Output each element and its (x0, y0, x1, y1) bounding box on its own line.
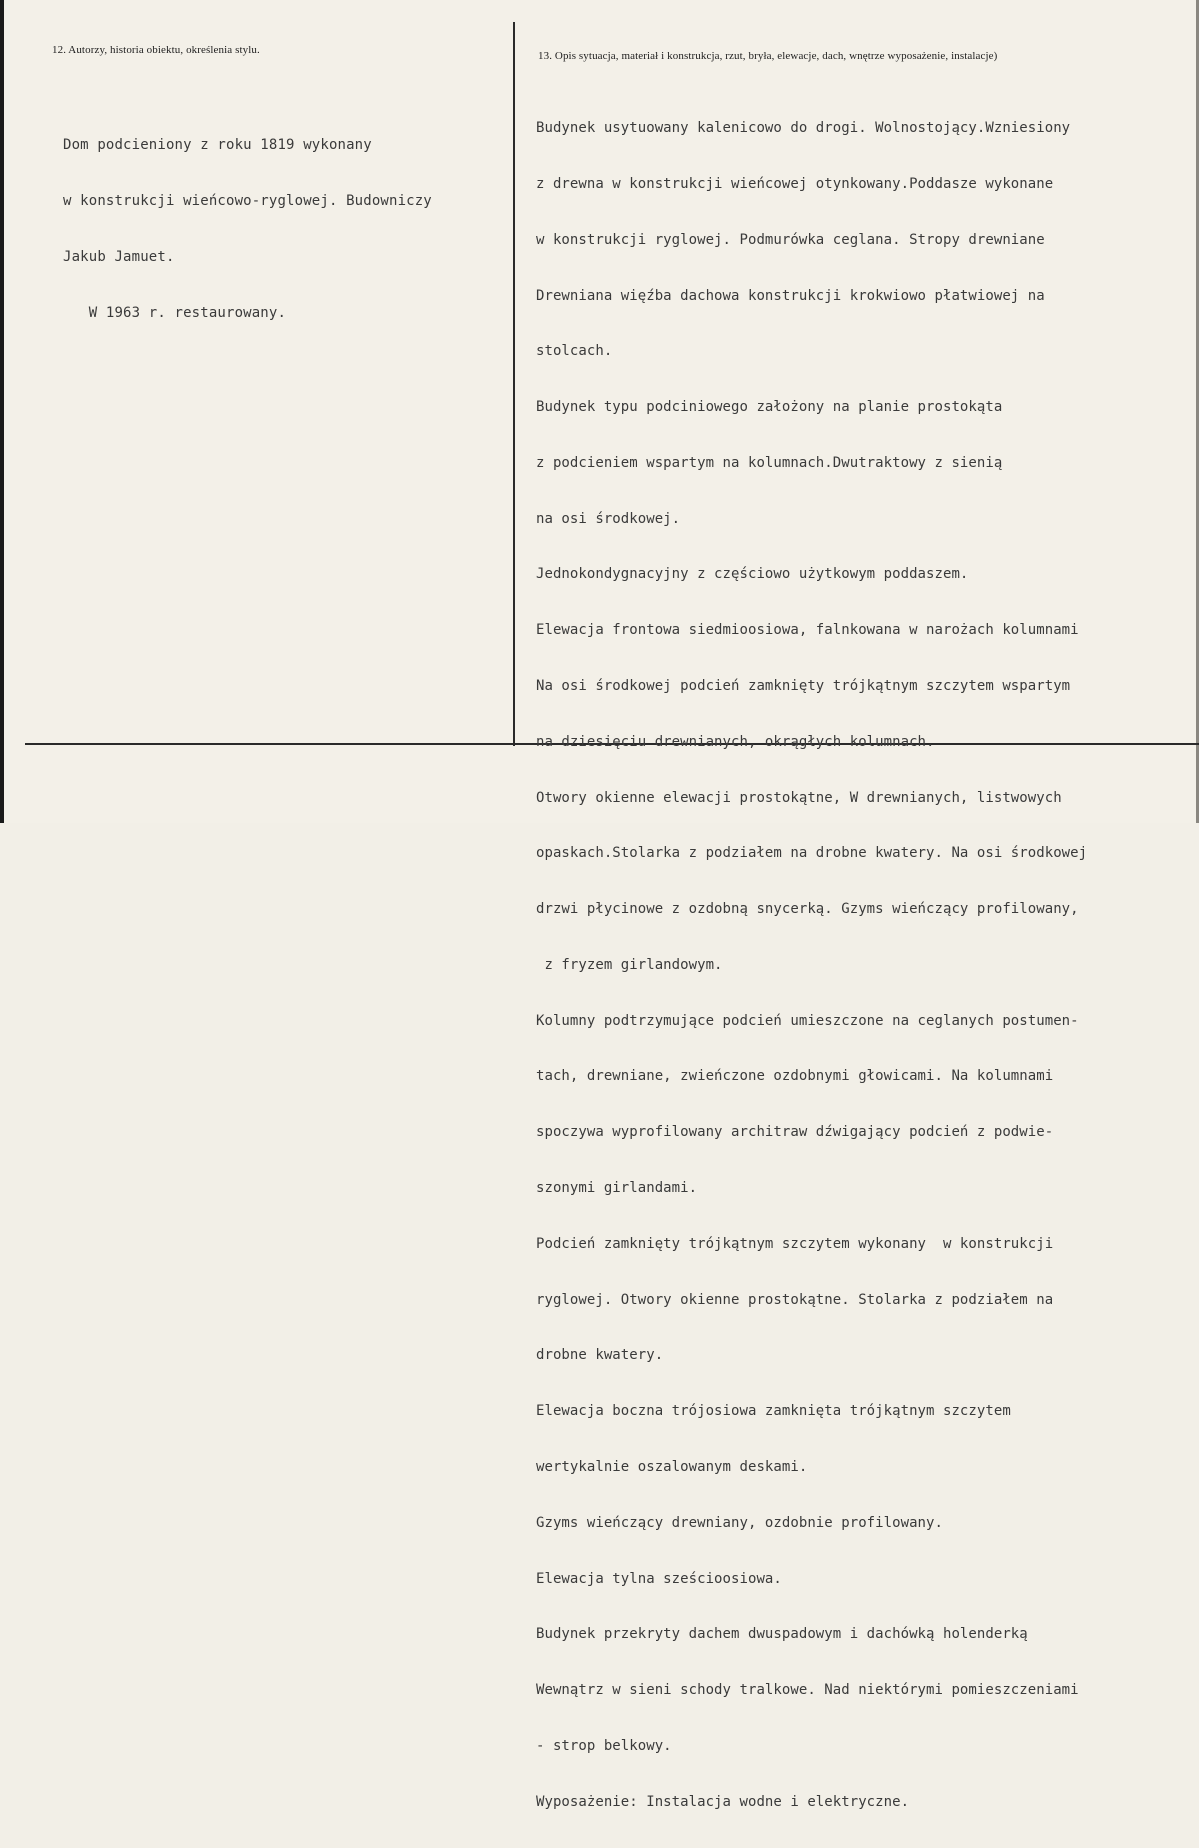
text-line: drzwi płycinowe z ozdobną snycerką. Gzyms wieńczący profilowany, (536, 901, 1079, 918)
text-line: Kolumny podtrzymujące podcień umieszczone na ceglanych postumen- (536, 1012, 1079, 1029)
text-line: Otwory okienne elewacji prostokątne, W drewnianych, listwowych (536, 789, 1062, 806)
text-line: szonymi girlandami. (536, 1180, 698, 1197)
text-line: opaskach.Stolarka z podziałem na drobne kwatery. Na osi środkowej (536, 845, 1088, 862)
text-line: Na osi środkowej podcień zamknięty trójkątnym szczytem wspartym (536, 678, 1071, 694)
section-12-text (63, 99, 432, 359)
text-line: Elewacja boczna trójosiowa zamknięta trójkątnym szczytem (536, 1403, 1011, 1420)
text-line: Budynek przekryty dachem dwuspadowym i dachówką holenderką (536, 1626, 1028, 1643)
section-13-text (536, 82, 1087, 1848)
text-line: Elewacja tylna sześcioosiowa. (536, 1570, 782, 1587)
text-line: na dziesięciu drewnianych, okrągłych kolumnach. (536, 733, 935, 750)
text-line: Drewniana więźba dachowa konstrukcji krokwiowo płatwiowej na (536, 287, 1045, 304)
text-line: Jakub Jamuet. (63, 248, 175, 265)
text-line: z drewna w konstrukcji wieńcowej otynkowany.Poddasze wykonane (536, 175, 1054, 192)
text-line: tach, drewniane, zwieńczone ozdobnymi głowicami. Na kolumnami (536, 1068, 1054, 1085)
text-line: Elewacja frontowa siedmioosiowa, falnkowana w narożach kolumnami (536, 622, 1079, 639)
text-line: ryglowej. Otwory okienne prostokątne. Stolarka z podziałem na (536, 1291, 1054, 1308)
text-line: Dom podcieniony z roku 1819 wykonany (63, 137, 372, 154)
column-divider (513, 22, 515, 746)
text-line: spoczywa wyprofilowany architraw dźwigający podcień z podwie- (536, 1124, 1054, 1141)
text-line: na osi środkowej. (536, 510, 681, 527)
section-12-heading: 12. Autorzy, historia obiektu, określenia stylu. (52, 44, 260, 56)
text-line: w konstrukcji wieńcowo-ryglowej. Budowniczy (63, 192, 432, 209)
text-line: Jednokondygnacyjny z częściowo użytkowym poddaszem. (536, 566, 969, 583)
text-line: Podcień zamknięty trójkątnym szczytem wykonany w konstrukcji (536, 1235, 1054, 1252)
text-line: W 1963 r. restaurowany. (63, 304, 287, 321)
text-line: wertykalnie oszalowanym deskami. (536, 1458, 808, 1475)
text-line: Gzyms wieńczący drewniany, ozdobnie profilowany. (536, 1514, 943, 1531)
text-line: Budynek usytuowany kalenicowo do drogi. Wolnostojący.Wzniesiony (536, 120, 1071, 137)
text-line: z fryzem girlandowym. (536, 956, 723, 973)
text-line: Wyposażenie: Instalacja wodne i elektryczne. (536, 1793, 910, 1810)
text-line: stolcach. (536, 343, 613, 360)
section-13-heading: 13. Opis sytuacja, materiał i konstrukcja, rzut, bryła, elewacje, dach, wnętrze wyposażenie, instalacje) (538, 50, 998, 62)
text-line: Wewnątrz w sieni schody tralkowe. Nad niektórymi pomieszczeniami (536, 1682, 1079, 1699)
left-border (0, 0, 4, 823)
text-line: Budynek typu podciniowego założony na planie prostokąta (536, 399, 1003, 416)
text-line: z podcieniem wspartym na kolumnach.Dwutraktowy z sienią (536, 454, 1003, 471)
text-line: - strop belkowy. (536, 1737, 672, 1754)
text-line: w konstrukcji ryglowej. Podmurówka ceglana. Stropy drewniane (536, 231, 1045, 248)
text-line: drobne kwatery. (536, 1347, 664, 1364)
